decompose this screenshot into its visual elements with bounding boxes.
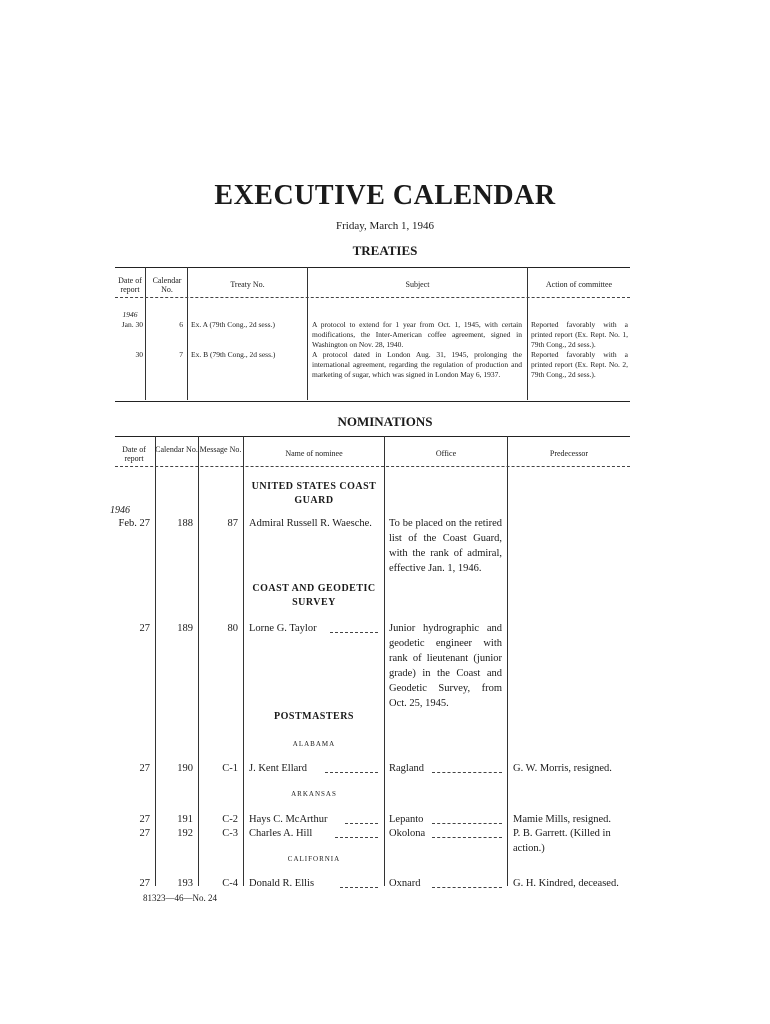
column-header-predecessor: Predecessor [549, 449, 589, 458]
state-heading-arkansas: ARKANSAS [291, 790, 337, 798]
treaty-calendar-no: 7 [179, 350, 183, 359]
nominee-office: To be placed on the retired list of the Coast Guard, with the rank of admiral, effective Jan. 1, 1946. [389, 518, 502, 574]
predecessor: Mamie Mills, resigned. [513, 814, 611, 825]
column-header-date: Date of report [118, 276, 142, 294]
header-rule [115, 466, 630, 467]
treaty-date: 30 [135, 350, 143, 359]
header-rule [115, 297, 630, 298]
leader-dots [330, 632, 378, 633]
nominee-name: J. Kent Ellard [249, 763, 308, 774]
nomination-calendar-no: 193 [177, 878, 193, 889]
group-heading-postmasters: POSTMASTERS [274, 711, 354, 722]
treaty-no: Ex. B (79th Cong., 2d sess.) [191, 350, 276, 359]
treaty-calendar-no: 6 [179, 320, 183, 329]
nomination-year: 1946 [110, 505, 130, 516]
column-header-message-no: Message No. [199, 445, 242, 454]
predecessor: P. B. Garrett. (Killed in action.) [513, 828, 611, 854]
state-heading-alabama: ALABAMA [292, 740, 336, 748]
nomination-date: Feb. 27 [118, 518, 150, 529]
group-heading-coast-guard: UNITED STATES COAST GUARD [251, 481, 377, 506]
nominee-name: Hays C. McArthur [249, 814, 328, 825]
column-header-office: Office [435, 449, 457, 458]
table-rule [115, 401, 630, 402]
nominations-section-title: NOMINATIONS [337, 414, 433, 429]
nominee-office: Okolona [389, 828, 426, 839]
predecessor: G. W. Morris, resigned. [513, 763, 612, 774]
nomination-message-no: C-2 [222, 814, 238, 825]
nomination-message-no: C-3 [222, 828, 238, 839]
nomination-message-no: 80 [227, 623, 238, 634]
nomination-calendar-no: 189 [177, 623, 193, 634]
nomination-message-no: 87 [227, 518, 238, 529]
leader-dots [345, 823, 378, 824]
leader-dots [432, 823, 502, 824]
nominee-office: Ragland [389, 763, 424, 774]
nominee-name: Lorne G. Taylor [249, 623, 317, 634]
nomination-date: 27 [139, 878, 150, 889]
page-title: EXECUTIVE CALENDAR [214, 180, 556, 211]
leader-dots [325, 772, 378, 773]
nomination-date: 27 [139, 814, 150, 825]
column-divider [384, 436, 385, 886]
nomination-date: 27 [139, 623, 150, 634]
nomination-date: 27 [139, 828, 150, 839]
column-divider [507, 436, 508, 886]
nomination-calendar-no: 191 [177, 814, 193, 825]
calendar-date: Friday, March 1, 1946 [336, 220, 434, 232]
treaty-date: Jan. 30 [121, 320, 143, 329]
nomination-calendar-no: 192 [177, 828, 193, 839]
treaty-action: Reported favorably with a printed report (Ex. Rept. No. 2, 79th Cong., 2d sess.). [531, 350, 628, 379]
column-header-calendar-no: Calendar No. [152, 276, 182, 294]
nominee-name: Charles A. Hill [249, 828, 313, 839]
print-code: 81323—46—No. 24 [143, 893, 217, 903]
nomination-calendar-no: 188 [177, 518, 193, 529]
table-rule [115, 267, 630, 268]
column-header-calendar-no: Calendar No. [155, 445, 198, 454]
nominee-office: Oxnard [389, 878, 421, 889]
treaty-year: 1946 [122, 310, 138, 319]
state-heading-california: CALIFORNIA [287, 855, 341, 863]
nomination-message-no: C-1 [222, 763, 238, 774]
group-heading-coast-geodetic-survey: COAST AND GEODETIC SURVEY [252, 583, 376, 608]
predecessor: G. H. Kindred, deceased. [513, 878, 619, 889]
treaties-section-title: TREATIES [352, 243, 418, 258]
table-rule [115, 436, 630, 437]
leader-dots [432, 887, 502, 888]
column-header-treaty-no: Treaty No. [230, 280, 265, 289]
column-header-date: Date of report [122, 445, 146, 463]
column-header-subject: Subject [405, 280, 430, 289]
treaty-action: Reported favorably with a printed report (Ex. Rept. No. 1, 79th Cong., 2d sess.). [531, 320, 628, 349]
nominee-name: Donald R. Ellis [249, 878, 315, 889]
column-header-action: Action of committee [545, 280, 613, 289]
nominee-office: Lepanto [389, 814, 424, 825]
nomination-calendar-no: 190 [177, 763, 193, 774]
leader-dots [432, 772, 502, 773]
leader-dots [340, 887, 378, 888]
treaty-subject: A protocol dated in London Aug. 31, 1945, prolonging the international agreement, regarding the regulation of production and marketing of sugar, which was signed in London May 6, 1937. [312, 350, 522, 379]
nomination-date: 27 [139, 763, 150, 774]
nomination-message-no: C-4 [222, 878, 238, 889]
leader-dots [335, 837, 378, 838]
nominee-office: Junior hydrographic and geodetic engineer with rank of lieutenant (junior grade) in the Coast and Geodetic Survey, from Oct. 25, 1945. [389, 623, 502, 709]
treaty-no: Ex. A (79th Cong., 2d sess.) [191, 320, 275, 329]
treaty-subject: A protocol to extend for 1 year from Oct. 1, 1945, with certain modifications, the Inter-American coffee agreement, signed in Washington on Nov. 28, 1940. [312, 320, 522, 349]
leader-dots [432, 837, 502, 838]
column-header-nominee: Name of nominee [285, 449, 343, 458]
nominee-name: Admiral Russell R. Waesche. [249, 518, 372, 529]
